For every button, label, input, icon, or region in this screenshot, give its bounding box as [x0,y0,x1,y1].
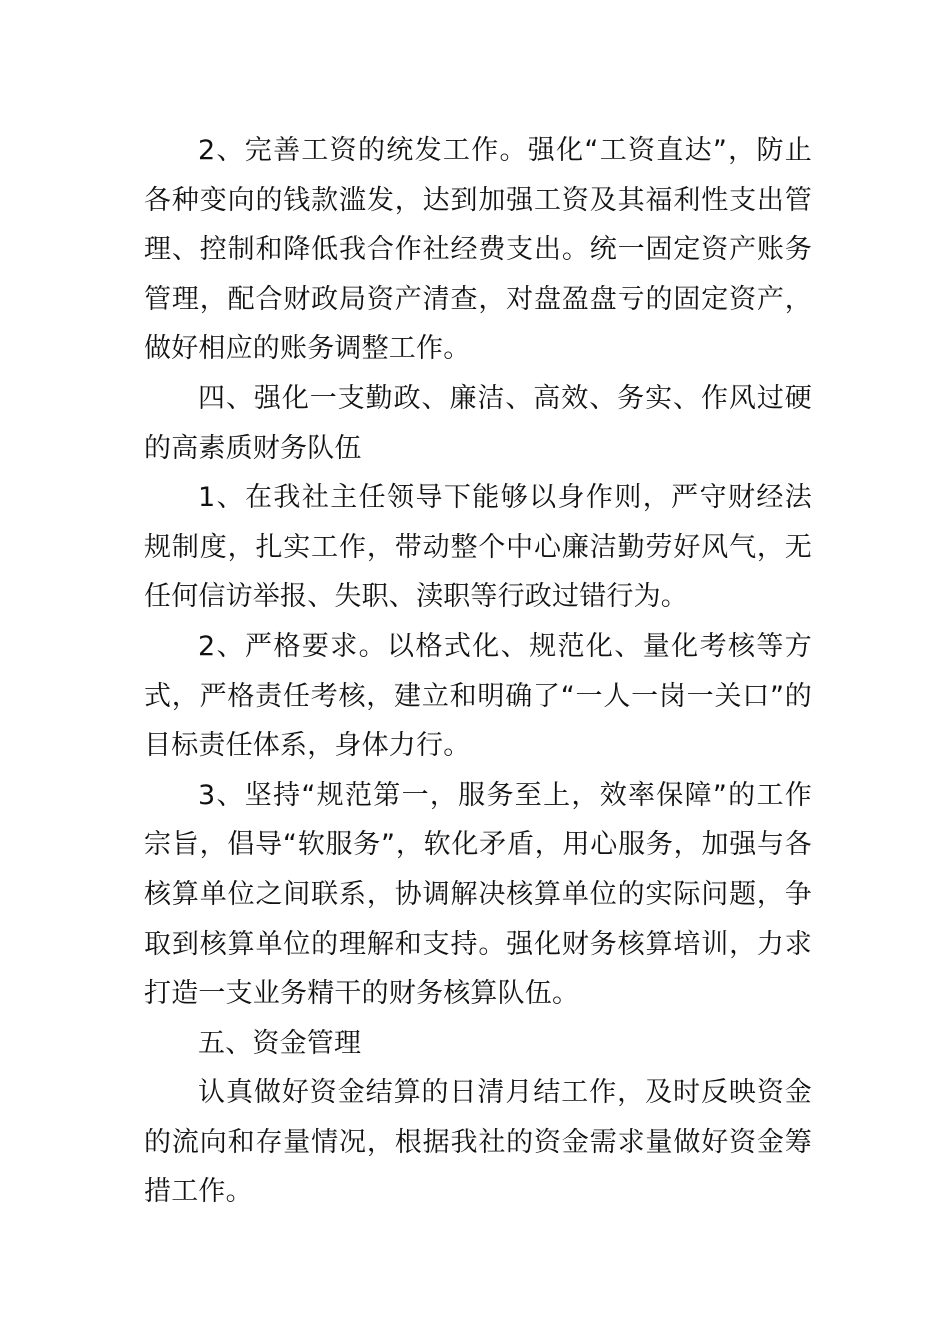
paragraph-fund-settlement: 认真做好资金结算的日清月结工作，及时反映资金的流向和存量情况，根据我社的资金需求量做好资金筹措工作。 [144,1077,812,1208]
document-body [144,126,812,1217]
paragraph-service-principle: 3、坚持“规范第一，服务至上，效率保障”的工作宗旨，倡导“软服务”，软化矛盾，用心服务，加强与各核算单位之间联系，协调解决核算单位的实际问题，争取到核算单位的理解和支持。强化财务核算培训，力求打造一支业务精干的财务核算队伍。 [144,779,812,1010]
paragraph-payroll-unification: 2、完善工资的统发工作。强化“工资直达”，防止各种变向的钱款滥发，达到加强工资及其福利性支出管理、控制和降低我合作社经费支出。统一固定资产账务管理，配合财政局资产清查，对盘盈盘亏的固定资产，做好相应的账务调整工作。 [144,135,812,365]
heading-section-four: 四、强化一支勤政、廉洁、高效、务实、作风过硬的高素质财务队伍 [144,382,812,464]
heading-section-five: 五、资金管理 [198,1027,362,1059]
paragraph-self-discipline: 1、在我社主任领导下能够以身作则，严守财经法规制度，扎实工作，带动整个中心廉洁勤劳好风气，无任何信访举报、失职、渎职等行政过错行为。 [144,482,812,613]
paragraph-strict-requirements: 2、严格要求。以格式化、规范化、量化考核等方式，严格责任考核，建立和明确了“一人一岗一关口”的目标责任体系，身体力行。 [144,630,812,762]
